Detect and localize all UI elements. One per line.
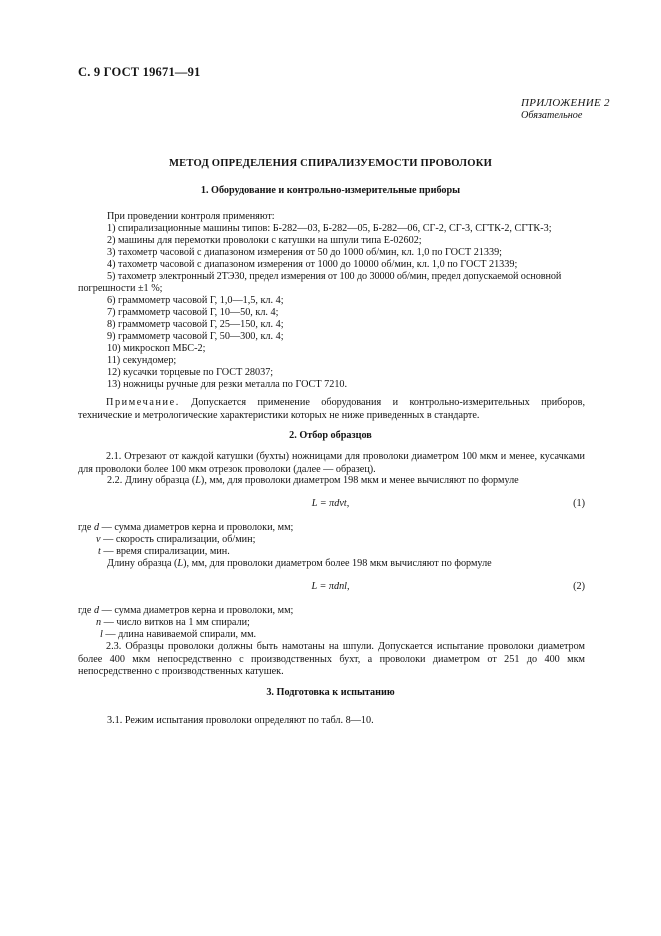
paragraph-2-1: 2.1. Отрезают от каждой катушки (бухты) ножницами для проволоки диаметром 100 мкм и менее, кусачками для проволоки более 100 мкм отрезок проволоки (далее — образец). <box>78 451 585 475</box>
formula-1-legend-row <box>98 546 230 559</box>
formula-2-legend-row <box>96 617 250 630</box>
appendix-label <box>521 97 651 122</box>
legend-text: — сумма диаметров керна и проволоки, мм; <box>99 605 294 616</box>
equipment-item: 7) граммометр часовой Г, 10—50, кл. 4; <box>107 307 279 318</box>
legend-symbol: v <box>96 534 101 545</box>
formula-1: L = πdvt, <box>311 498 350 509</box>
legend-prefix: где <box>78 605 94 616</box>
equipment-item: 2) машины для перемотки проволоки с катушки на шпули типа Е-02602; <box>107 235 422 246</box>
appendix-title: ПРИЛОЖЕНИЕ 2 <box>521 97 610 109</box>
equipment-item: 12) кусачки торцевые по ГОСТ 28037; <box>107 367 274 378</box>
page-header: С. 9 ГОСТ 19671—91 <box>78 65 201 79</box>
section-1-intro: При проведении контроля применяют: <box>107 211 275 222</box>
legend-text: — длина навиваемой спирали, мм. <box>102 629 257 640</box>
paragraph-2-2-text: 2.2. Длину образца ( <box>107 475 196 486</box>
appendix-status: Обязательное <box>521 109 583 121</box>
equipment-item: 8) граммометр часовой Г, 25—150, кл. 4; <box>107 319 284 330</box>
formula-1-number: (1) <box>573 498 585 509</box>
legend-symbol: d <box>93 605 100 616</box>
section-2-heading: 2. Отбор образцов <box>289 430 372 441</box>
equipment-item: 13) ножницы ручные для резки металла по ГОСТ 7210. <box>107 379 348 390</box>
equipment-item: 9) граммометр часовой Г, 50—300, кл. 4; <box>107 331 284 342</box>
equipment-item: 1) спирализационные машины типов: Б-282—03, Б-282—05, Б-282—06, СГ-2, СГ-3, СГТК-2, СГТК-3; <box>107 223 552 234</box>
formula-1-legend-row <box>78 522 293 535</box>
paragraph-2-2-cont <box>107 558 492 571</box>
variable-L: L <box>177 558 184 569</box>
legend-text: — время спирализации, мин. <box>100 546 230 557</box>
legend-prefix: где <box>78 522 94 533</box>
section-1-heading: 1. Оборудование и контрольно-измерительные приборы <box>200 185 461 196</box>
formula-2-legend-row <box>78 605 293 618</box>
equipment-item: 6) граммометр часовой Г, 1,0—1,5, кл. 4; <box>107 295 284 306</box>
equipment-item: 11) секундомер; <box>107 355 177 366</box>
note-text: Допускается применение оборудования и контрольно-измерительных приборов, технические и метрологические характеристики которых не ниже приведенных в стандарте. <box>78 397 585 421</box>
legend-symbol: l <box>100 629 103 640</box>
document-title: МЕТОД ОПРЕДЕЛЕНИЯ СПИРАЛИЗУЕМОСТИ ПРОВОЛОКИ <box>168 158 493 169</box>
formula-1-legend-row <box>96 534 255 547</box>
paragraph-2-2-text: ), мм, для проволоки диаметром 198 мкм и менее вычисляют по формуле <box>200 475 519 486</box>
paragraph-text: Длину образца ( <box>107 558 178 569</box>
formula-2: L = πdnl, <box>311 581 350 592</box>
legend-text: — сумма диаметров керна и проволоки, мм; <box>99 522 294 533</box>
paragraph-2-3: 2.3. Образцы проволоки должны быть намотаны на шпули. Допускается испытание проволоки диаметром более 400 мкм непосредственно с производственных бухт, а проволоки диаметром от 251 до 400 мкм непосредственно с производственных катушек. <box>78 641 585 678</box>
paragraph-2-2 <box>107 475 519 488</box>
equipment-item: 4) тахометр часовой с диапазоном измерения от 1000 до 10000 об/мин, кл. 1,0 по ГОСТ 21339; <box>107 259 518 270</box>
equipment-item: 5) тахометр электронный 2ТЭ30, предел измерения от 100 до 30000 об/мин, предел допускаемой основной <box>107 271 562 282</box>
section-3-heading: 3. Подготовка к испытанию <box>266 687 395 698</box>
legend-text: — скорость спирализации, об/мин; <box>100 534 256 545</box>
paragraph-3-1: 3.1. Режим испытания проволоки определяют по табл. 8—10. <box>107 715 374 726</box>
note-label: Примечание. <box>106 397 180 408</box>
equipment-item-continuation: погрешности ±1 %; <box>78 283 163 294</box>
formula-2-legend-row <box>100 629 256 642</box>
legend-symbol: d <box>93 522 100 533</box>
variable-L: L <box>195 475 201 486</box>
formula-2-number: (2) <box>573 581 585 592</box>
paragraph-text: ), мм, для проволоки диаметром более 198 мкм вычисляют по формуле <box>183 558 492 569</box>
equipment-item: 10) микроскоп МБС-2; <box>107 343 206 354</box>
legend-symbol: t <box>98 546 101 557</box>
equipment-item: 3) тахометр часовой с диапазоном измерения от 50 до 1000 об/мин, кл. 1,0 по ГОСТ 21339; <box>107 247 503 258</box>
legend-symbol: n <box>96 617 102 628</box>
section-1-note <box>78 397 585 422</box>
legend-text: — число витков на 1 мм спирали; <box>101 617 250 628</box>
